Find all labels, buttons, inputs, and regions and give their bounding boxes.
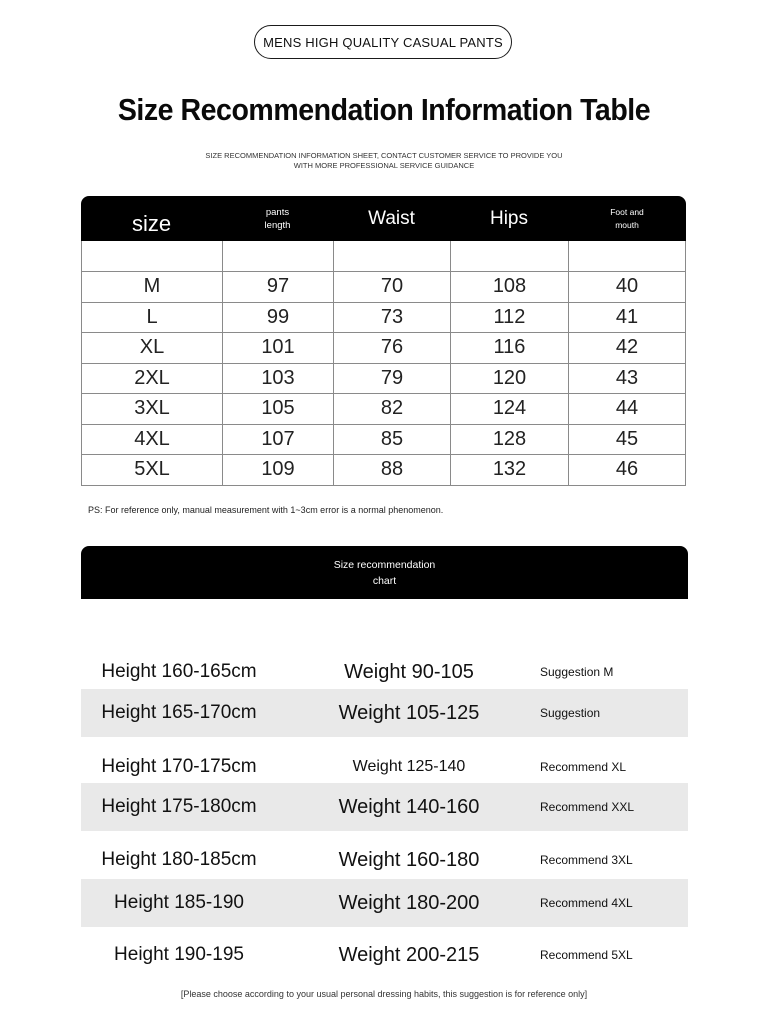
cell-foot: 45: [568, 425, 686, 455]
cell-foot: 46: [568, 455, 686, 485]
cell-hips: 132: [450, 455, 568, 485]
header-foot-mouth: [568, 196, 686, 241]
cell-length: 107: [222, 425, 333, 455]
chart-header-line2: chart: [372, 574, 397, 587]
cell-size: 3XL: [81, 394, 222, 424]
table-row: [81, 425, 686, 456]
header-hips: Hips: [489, 207, 528, 229]
rec-height: Height 185-190: [114, 892, 244, 913]
cell-waist: 85: [333, 425, 450, 455]
cell-length: 99: [222, 303, 333, 333]
rec-weight: Weight 140-160: [338, 795, 480, 818]
rec-suggestion: Recommend 3XL: [540, 853, 633, 867]
table-row: [81, 455, 686, 486]
rec-weight: Weight 90-105: [344, 660, 474, 683]
cell-foot: 42: [568, 333, 686, 363]
header-pants-length: [222, 196, 333, 241]
cell-foot: 40: [568, 272, 686, 302]
product-category-pill: MENS HIGH QUALITY CASUAL PANTS: [254, 25, 512, 59]
header-foot-mouth-line1: Foot and: [610, 206, 644, 217]
cell-waist: 79: [333, 364, 450, 394]
rec-height: Height 175-180cm: [101, 796, 257, 817]
table-row: [81, 394, 686, 425]
chart-header-line1: Size recommendation: [333, 558, 436, 571]
subtitle-line-1: SIZE RECOMMENDATION INFORMATION SHEET, CONTACT CUSTOMER SERVICE TO PROVIDE YOU: [205, 151, 563, 160]
cell-size: XL: [81, 333, 222, 363]
cell-waist: 88: [333, 455, 450, 485]
table-spacer-row: [81, 241, 686, 272]
recommendation-row: [81, 783, 688, 831]
cell-length: 103: [222, 364, 333, 394]
header-foot-mouth-line2: mouth: [615, 219, 639, 230]
cell-length: 101: [222, 333, 333, 363]
table-row: [81, 364, 686, 395]
header-size: size: [131, 210, 172, 236]
rec-suggestion: Recommend 5XL: [540, 948, 633, 962]
recommendation-row: [81, 931, 688, 979]
cell-hips: 108: [450, 272, 568, 302]
rec-height: Height 180-185cm: [101, 849, 257, 870]
cell-hips: 128: [450, 425, 568, 455]
cell-size: L: [81, 303, 222, 333]
table-row: [81, 272, 686, 303]
cell-hips: 124: [450, 394, 568, 424]
rec-weight: Weight 105-125: [338, 701, 480, 724]
rec-weight: Weight 180-200: [338, 891, 480, 914]
cell-waist: 76: [333, 333, 450, 363]
table-row: [81, 303, 686, 334]
rec-height: Height 190-195: [114, 944, 244, 965]
header-pants-length-line2: length: [264, 219, 291, 231]
cell-foot: 44: [568, 394, 686, 424]
rec-suggestion: Suggestion: [540, 706, 601, 720]
cell-hips: 116: [450, 333, 568, 363]
table-row: [81, 333, 686, 364]
recommendation-row: [81, 689, 688, 737]
rec-suggestion: Recommend 4XL: [540, 896, 633, 910]
size-table: [81, 196, 686, 486]
recommendation-row: [81, 879, 688, 927]
cell-length: 109: [222, 455, 333, 485]
cell-waist: 70: [333, 272, 450, 302]
reference-footnote: [Please choose according to your usual personal dressing habits, this suggestion is for reference only]: [180, 989, 588, 999]
cell-size: 4XL: [81, 425, 222, 455]
rec-height: Height 170-175cm: [101, 756, 257, 777]
rec-height: Height 165-170cm: [101, 702, 257, 723]
cell-waist: 82: [333, 394, 450, 424]
recommendation-row: [81, 836, 688, 884]
cell-foot: 41: [568, 303, 686, 333]
cell-size: 2XL: [81, 364, 222, 394]
recommendation-chart-header: [81, 546, 688, 599]
cell-length: 105: [222, 394, 333, 424]
rec-suggestion: Recommend XXL: [540, 800, 635, 814]
page-subtitle: [184, 151, 584, 171]
rec-weight: Weight 160-180: [338, 848, 480, 871]
size-table-header: [81, 196, 686, 241]
page-title: Size Recommendation Information Table: [117, 92, 651, 127]
rec-height: Height 160-165cm: [101, 661, 257, 682]
cell-foot: 43: [568, 364, 686, 394]
cell-length: 97: [222, 272, 333, 302]
rec-weight: Weight 200-215: [338, 943, 480, 966]
cell-waist: 73: [333, 303, 450, 333]
cell-size: M: [81, 272, 222, 302]
measurement-note: PS: For reference only, manual measurement with 1~3cm error is a normal phenomenon.: [88, 505, 444, 515]
header-pants-length-line1: pants: [265, 206, 290, 218]
subtitle-line-2: WITH MORE PROFESSIONAL SERVICE GUIDANCE: [293, 161, 475, 170]
cell-hips: 112: [450, 303, 568, 333]
rec-suggestion: Suggestion M: [540, 665, 614, 679]
cell-hips: 120: [450, 364, 568, 394]
rec-suggestion: Recommend XL: [540, 760, 627, 774]
header-waist: Waist: [368, 207, 415, 229]
rec-weight: Weight 125-140: [352, 758, 466, 775]
cell-size: 5XL: [81, 455, 222, 485]
